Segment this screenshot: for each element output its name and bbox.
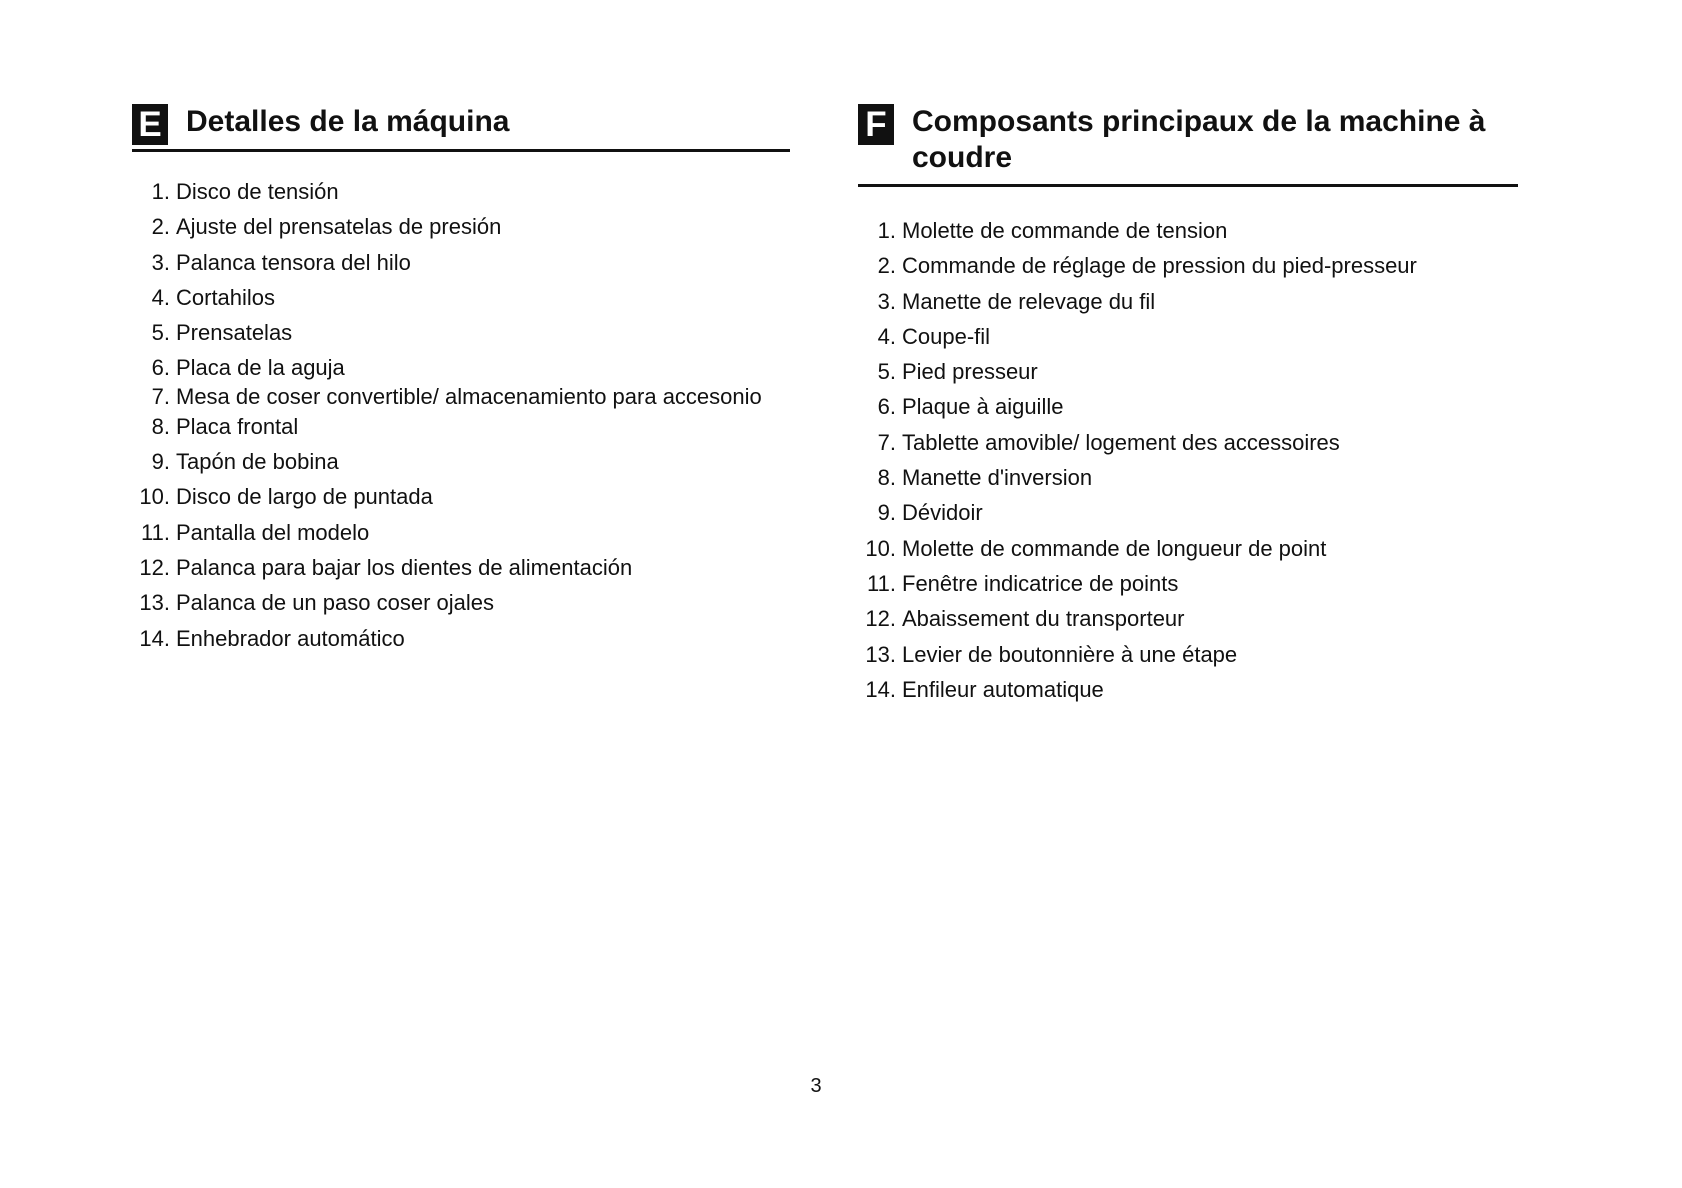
section-heading-es [132, 102, 790, 152]
list-item: 1. Disco de tensión [151, 179, 339, 204]
list-item: 8. Placa frontal [151, 413, 299, 439]
list-item: 13. Levier de boutonnière à une étape [865, 641, 1238, 667]
list-item: 5. Pied presseur [877, 359, 1038, 385]
list-item: 14. Enfileur automatique [865, 676, 1104, 702]
list-item: 7. Tablette amovible/ logement des accessoires [877, 429, 1340, 455]
parts-list-fr [858, 213, 1518, 707]
list-item: 6. Placa de la aguja [151, 355, 345, 381]
list-item: 2. Commande de réglage de pression du pied-presseur [877, 253, 1417, 279]
list-item: 3. Palanca tensora del hilo [151, 249, 411, 275]
list-item: 8. Manette d'inversion [877, 465, 1093, 491]
list-item: 10. Disco de largo de puntada [139, 484, 433, 510]
language-badge-fr: F [858, 104, 894, 145]
list-item: 14. Enhebrador automático [139, 625, 405, 651]
list-item: 6. Plaque à aiguille [877, 394, 1064, 420]
list-item: 4. Coupe-fil [877, 323, 991, 349]
section-title-fr: Composants principaux de la machine à coudre [912, 105, 1486, 174]
section-heading-fr [858, 102, 1518, 187]
list-item: 10. Molette de commande de longueur de point [865, 535, 1327, 561]
list-item: 4. Cortahilos [151, 284, 276, 310]
page-number: 3 [810, 1075, 822, 1097]
list-item: 9. Dévidoir [877, 500, 983, 526]
list-item: 1. Molette de commande de tension [877, 218, 1228, 243]
language-badge-es: E [132, 104, 168, 145]
french-section [858, 102, 1518, 707]
list-item: 7. Mesa de coser convertible/ almacenamiento para accesonio [151, 383, 762, 409]
spanish-section [132, 102, 790, 656]
list-item: 5. Prensatelas [151, 320, 293, 346]
list-item: 11. Pantalla del modelo [141, 519, 370, 545]
list-item: 2. Ajuste del prensatelas de presión [151, 214, 502, 240]
list-item: 13. Palanca de un paso coser ojales [139, 590, 494, 616]
list-item: 12. Palanca para bajar los dientes de alimentación [139, 554, 633, 580]
list-item: 11. Fenêtre indicatrice de points [867, 570, 1179, 596]
list-item: 9. Tapón de bobina [151, 449, 339, 475]
parts-list-es [132, 174, 790, 656]
section-title-es: Detalles de la máquina [186, 105, 510, 138]
list-item: 3. Manette de relevage du fil [877, 288, 1156, 314]
list-item: 12. Abaissement du transporteur [865, 606, 1185, 632]
